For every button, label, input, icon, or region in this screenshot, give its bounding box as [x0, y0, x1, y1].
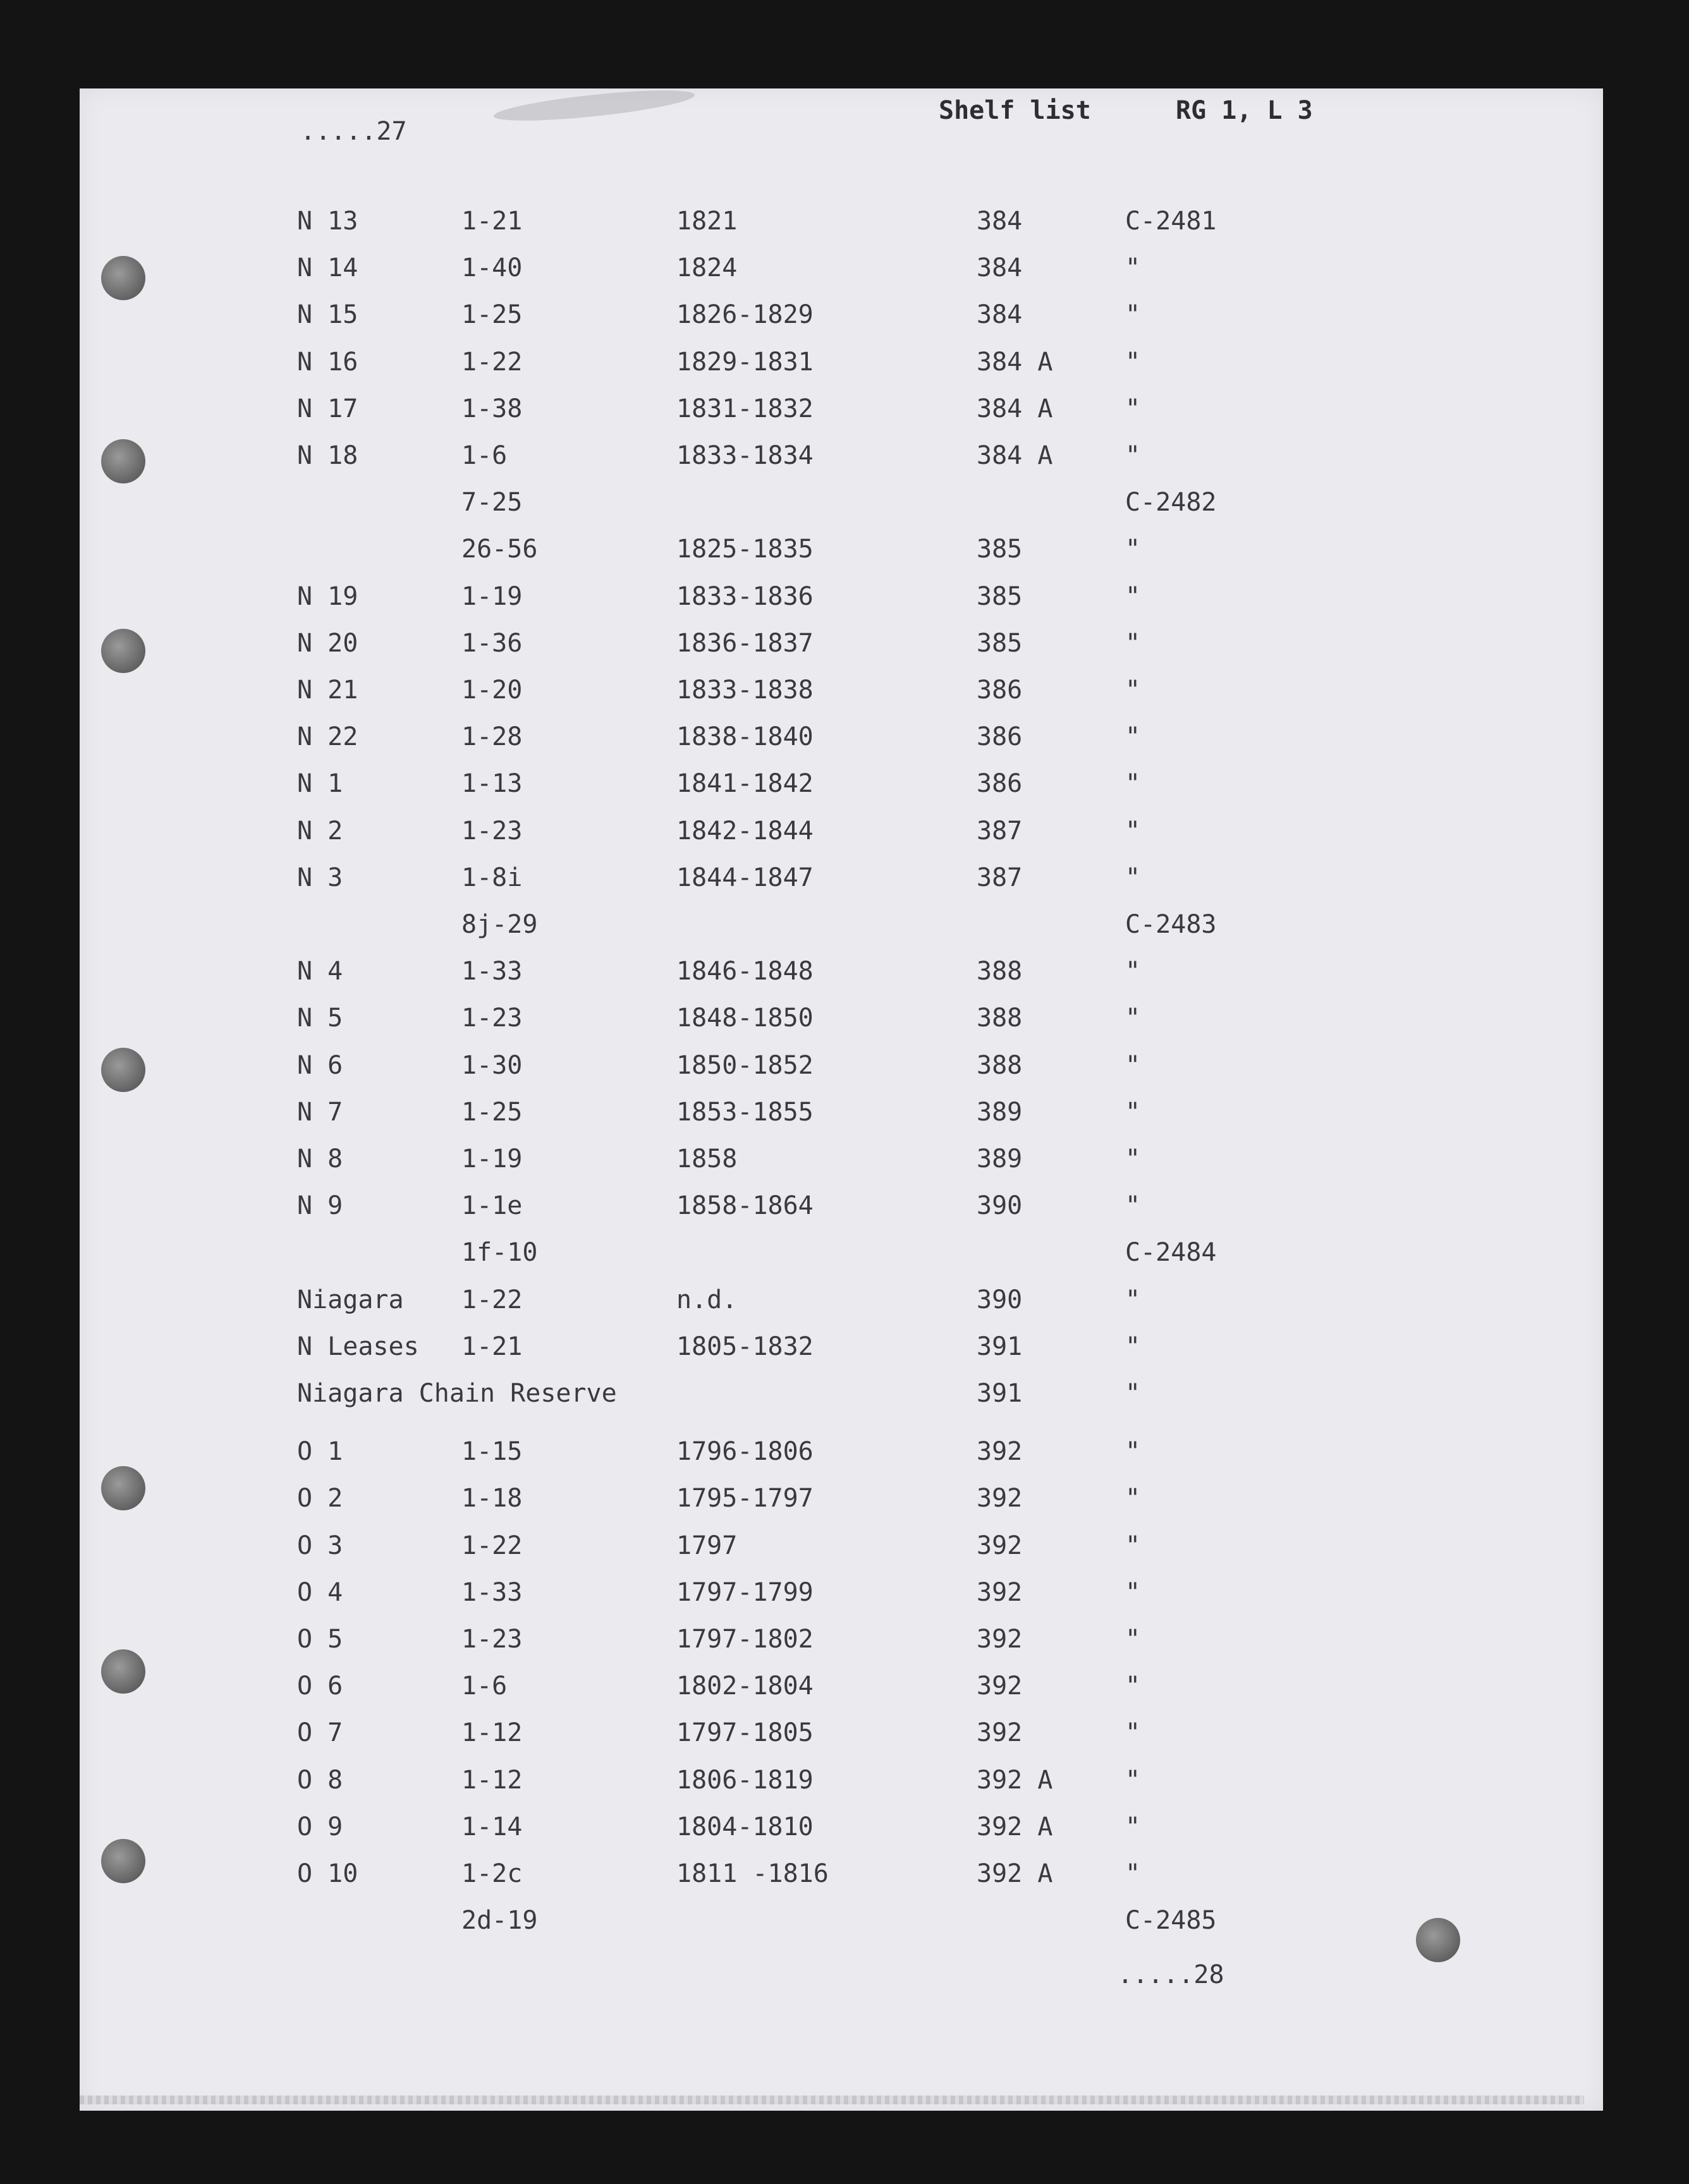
- row-dates: 1797: [676, 1531, 738, 1560]
- row-reel: ": [1125, 441, 1141, 470]
- row-dates: 1804-1810: [676, 1812, 814, 1841]
- row-dates: 1795-1797: [676, 1484, 814, 1514]
- row-range: 1-12: [461, 1765, 523, 1795]
- row-identifier: N 19: [297, 581, 358, 611]
- row-range: 1-18: [461, 1484, 523, 1514]
- row-reel: ": [1125, 394, 1141, 423]
- row-identifier: N 6: [297, 1050, 343, 1080]
- row-dates: 1797-1805: [676, 1718, 814, 1748]
- row-range: 1-1e: [461, 1191, 523, 1221]
- row-volume: 388: [977, 1004, 1023, 1033]
- row-identifier: N 14: [297, 253, 358, 283]
- row-range: 8j-29: [461, 910, 538, 939]
- punch-hole: [101, 1649, 145, 1694]
- row-dates: 1811 -1816: [676, 1859, 829, 1888]
- row-identifier: O 1: [297, 1437, 343, 1467]
- punch-hole: [101, 256, 145, 300]
- row-range: 1-22: [461, 347, 523, 377]
- row-range: 1-6: [461, 1671, 508, 1701]
- row-reel: ": [1125, 1812, 1141, 1841]
- row-reel: ": [1125, 1285, 1141, 1314]
- row-identifier: O 3: [297, 1531, 343, 1560]
- row-volume: 386: [977, 676, 1023, 705]
- row-range: 1-2c: [461, 1859, 523, 1888]
- row-reel: ": [1125, 300, 1141, 330]
- row-range: 1-25: [461, 1097, 523, 1127]
- row-identifier: O 6: [297, 1671, 343, 1701]
- row-dates: 1853-1855: [676, 1097, 814, 1127]
- row-volume: 392 A: [977, 1765, 1053, 1795]
- row-identifier: O 7: [297, 1718, 343, 1748]
- row-volume: 392: [977, 1671, 1023, 1701]
- row-range: 1-38: [461, 394, 523, 423]
- row-reel: ": [1125, 676, 1141, 705]
- row-dates: 1833-1834: [676, 441, 814, 470]
- row-range: 1-15: [461, 1437, 523, 1467]
- row-volume: 384 A: [977, 347, 1053, 377]
- row-reel: C-2483: [1125, 910, 1217, 939]
- row-identifier: N 18: [297, 441, 358, 470]
- row-range: 1-33: [461, 1577, 523, 1607]
- scan-edge: [80, 2096, 1584, 2104]
- row-range: 1-28: [461, 722, 523, 752]
- row-volume: 386: [977, 769, 1023, 799]
- row-reel: ": [1125, 1379, 1141, 1408]
- row-reel: ": [1125, 1097, 1141, 1127]
- row-identifier: O 2: [297, 1484, 343, 1514]
- row-reel: ": [1125, 1191, 1141, 1221]
- row-identifier: N 1: [297, 769, 343, 799]
- punch-hole: [1416, 1918, 1460, 1962]
- row-reel: ": [1125, 957, 1141, 986]
- row-range: 1-19: [461, 1144, 523, 1174]
- row-volume: 386: [977, 722, 1023, 752]
- row-identifier: O 8: [297, 1765, 343, 1795]
- row-dates: 1824: [676, 253, 738, 283]
- row-identifier: Niagara Chain Reserve: [297, 1379, 617, 1408]
- row-identifier: O 5: [297, 1625, 343, 1654]
- row-range: 1-14: [461, 1812, 523, 1841]
- row-volume: 392: [977, 1718, 1023, 1748]
- row-reel: ": [1125, 1004, 1141, 1033]
- row-dates: 1797-1802: [676, 1625, 814, 1654]
- row-dates: 1797-1799: [676, 1577, 814, 1607]
- row-range: 1-23: [461, 1625, 523, 1654]
- row-identifier: O 9: [297, 1812, 343, 1841]
- row-volume: 392 A: [977, 1812, 1053, 1841]
- row-range: 26-56: [461, 535, 538, 564]
- row-range: 7-25: [461, 488, 523, 518]
- row-reel: ": [1125, 1332, 1141, 1361]
- row-dates: 1838-1840: [676, 722, 814, 752]
- row-identifier: N 15: [297, 300, 358, 330]
- row-range: 1-19: [461, 581, 523, 611]
- row-range: 1-22: [461, 1531, 523, 1560]
- row-dates: 1826-1829: [676, 300, 814, 330]
- row-reel: ": [1125, 1625, 1141, 1654]
- row-identifier: N 7: [297, 1097, 343, 1127]
- row-range: 1-33: [461, 957, 523, 986]
- row-identifier: N 17: [297, 394, 358, 423]
- row-reel: ": [1125, 1765, 1141, 1795]
- row-reel: ": [1125, 769, 1141, 799]
- previous-page-marker: .....27: [300, 117, 407, 146]
- row-reel: ": [1125, 1437, 1141, 1467]
- row-reel: ": [1125, 347, 1141, 377]
- row-volume: 391: [977, 1379, 1023, 1408]
- row-dates: 1858: [676, 1144, 738, 1174]
- row-dates: 1821: [676, 207, 738, 236]
- row-range: 1-8i: [461, 863, 523, 892]
- row-range: 1-6: [461, 441, 508, 470]
- row-identifier: N Leases: [297, 1332, 419, 1361]
- row-volume: 392: [977, 1577, 1023, 1607]
- row-reel: ": [1125, 1050, 1141, 1080]
- row-volume: 385: [977, 581, 1023, 611]
- row-range: 1-23: [461, 816, 523, 846]
- row-reel: ": [1125, 1718, 1141, 1748]
- row-reel: C-2484: [1125, 1238, 1217, 1268]
- row-volume: 392: [977, 1484, 1023, 1514]
- row-reel: ": [1125, 1484, 1141, 1514]
- row-range: 1-25: [461, 300, 523, 330]
- row-dates: 1831-1832: [676, 394, 814, 423]
- row-range: 1-36: [461, 628, 523, 658]
- row-volume: 387: [977, 816, 1023, 846]
- row-volume: 384: [977, 207, 1023, 236]
- row-reel: ": [1125, 816, 1141, 846]
- row-dates: 1829-1831: [676, 347, 814, 377]
- row-volume: 387: [977, 863, 1023, 892]
- row-range: 2d-19: [461, 1906, 538, 1936]
- row-range: 1f-10: [461, 1238, 538, 1268]
- row-volume: 390: [977, 1285, 1023, 1314]
- row-dates: 1842-1844: [676, 816, 814, 846]
- row-volume: 388: [977, 957, 1023, 986]
- row-dates: 1846-1848: [676, 957, 814, 986]
- row-reel: ": [1125, 581, 1141, 611]
- row-identifier: N 13: [297, 207, 358, 236]
- row-reel: C-2482: [1125, 488, 1217, 518]
- punch-hole: [101, 1839, 145, 1883]
- row-range: 1-21: [461, 207, 523, 236]
- row-reel: C-2481: [1125, 207, 1217, 236]
- row-volume: 385: [977, 628, 1023, 658]
- row-range: 1-21: [461, 1332, 523, 1361]
- row-range: 1-30: [461, 1050, 523, 1080]
- next-page-marker: .....28: [1118, 1960, 1224, 1989]
- row-identifier: O 4: [297, 1577, 343, 1607]
- row-reel: ": [1125, 1531, 1141, 1560]
- page-title: Shelf list: [939, 96, 1091, 125]
- row-range: 1-22: [461, 1285, 523, 1314]
- punch-hole: [101, 629, 145, 673]
- row-identifier: Niagara: [297, 1285, 404, 1314]
- row-volume: 384: [977, 253, 1023, 283]
- row-dates: 1841-1842: [676, 769, 814, 799]
- row-range: 1-13: [461, 769, 523, 799]
- row-volume: 392: [977, 1625, 1023, 1654]
- row-dates: 1848-1850: [676, 1004, 814, 1033]
- row-volume: 385: [977, 535, 1023, 564]
- row-identifier: N 22: [297, 722, 358, 752]
- row-reel: ": [1125, 1144, 1141, 1174]
- row-identifier: N 2: [297, 816, 343, 846]
- row-dates: 1796-1806: [676, 1437, 814, 1467]
- row-volume: 384 A: [977, 394, 1053, 423]
- row-identifier: N 3: [297, 863, 343, 892]
- row-identifier: O 10: [297, 1859, 358, 1888]
- row-reel: ": [1125, 1859, 1141, 1888]
- row-range: 1-12: [461, 1718, 523, 1748]
- punch-hole: [101, 439, 145, 483]
- row-volume: 392 A: [977, 1859, 1053, 1888]
- row-identifier: N 8: [297, 1144, 343, 1174]
- row-volume: 384 A: [977, 441, 1053, 470]
- row-identifier: N 16: [297, 347, 358, 377]
- row-dates: 1836-1837: [676, 628, 814, 658]
- row-volume: 390: [977, 1191, 1023, 1221]
- row-reel: ": [1125, 863, 1141, 892]
- row-dates: 1850-1852: [676, 1050, 814, 1080]
- row-dates: 1858-1864: [676, 1191, 814, 1221]
- record-group-ref: RG 1, L 3: [1176, 96, 1313, 125]
- row-identifier: N 9: [297, 1191, 343, 1221]
- row-volume: 389: [977, 1144, 1023, 1174]
- row-identifier: N 5: [297, 1004, 343, 1033]
- row-range: 1-20: [461, 676, 523, 705]
- row-dates: 1833-1836: [676, 581, 814, 611]
- row-range: 1-40: [461, 253, 523, 283]
- row-volume: 388: [977, 1050, 1023, 1080]
- row-identifier: N 4: [297, 957, 343, 986]
- row-range: 1-23: [461, 1004, 523, 1033]
- row-reel: C-2485: [1125, 1906, 1217, 1936]
- row-reel: ": [1125, 253, 1141, 283]
- row-reel: ": [1125, 628, 1141, 658]
- punch-hole: [101, 1466, 145, 1510]
- row-reel: ": [1125, 1671, 1141, 1701]
- row-dates: 1844-1847: [676, 863, 814, 892]
- row-reel: ": [1125, 535, 1141, 564]
- row-reel: ": [1125, 1577, 1141, 1607]
- row-identifier: N 20: [297, 628, 358, 658]
- row-dates: 1825-1835: [676, 535, 814, 564]
- punch-hole: [101, 1048, 145, 1092]
- row-volume: 389: [977, 1097, 1023, 1127]
- row-identifier: N 21: [297, 676, 358, 705]
- row-dates: n.d.: [676, 1285, 738, 1314]
- row-dates: 1802-1804: [676, 1671, 814, 1701]
- row-reel: ": [1125, 722, 1141, 752]
- row-dates: 1833-1838: [676, 676, 814, 705]
- row-volume: 384: [977, 300, 1023, 330]
- row-volume: 392: [977, 1437, 1023, 1467]
- row-dates: 1805-1832: [676, 1332, 814, 1361]
- row-dates: 1806-1819: [676, 1765, 814, 1795]
- row-volume: 392: [977, 1531, 1023, 1560]
- row-volume: 391: [977, 1332, 1023, 1361]
